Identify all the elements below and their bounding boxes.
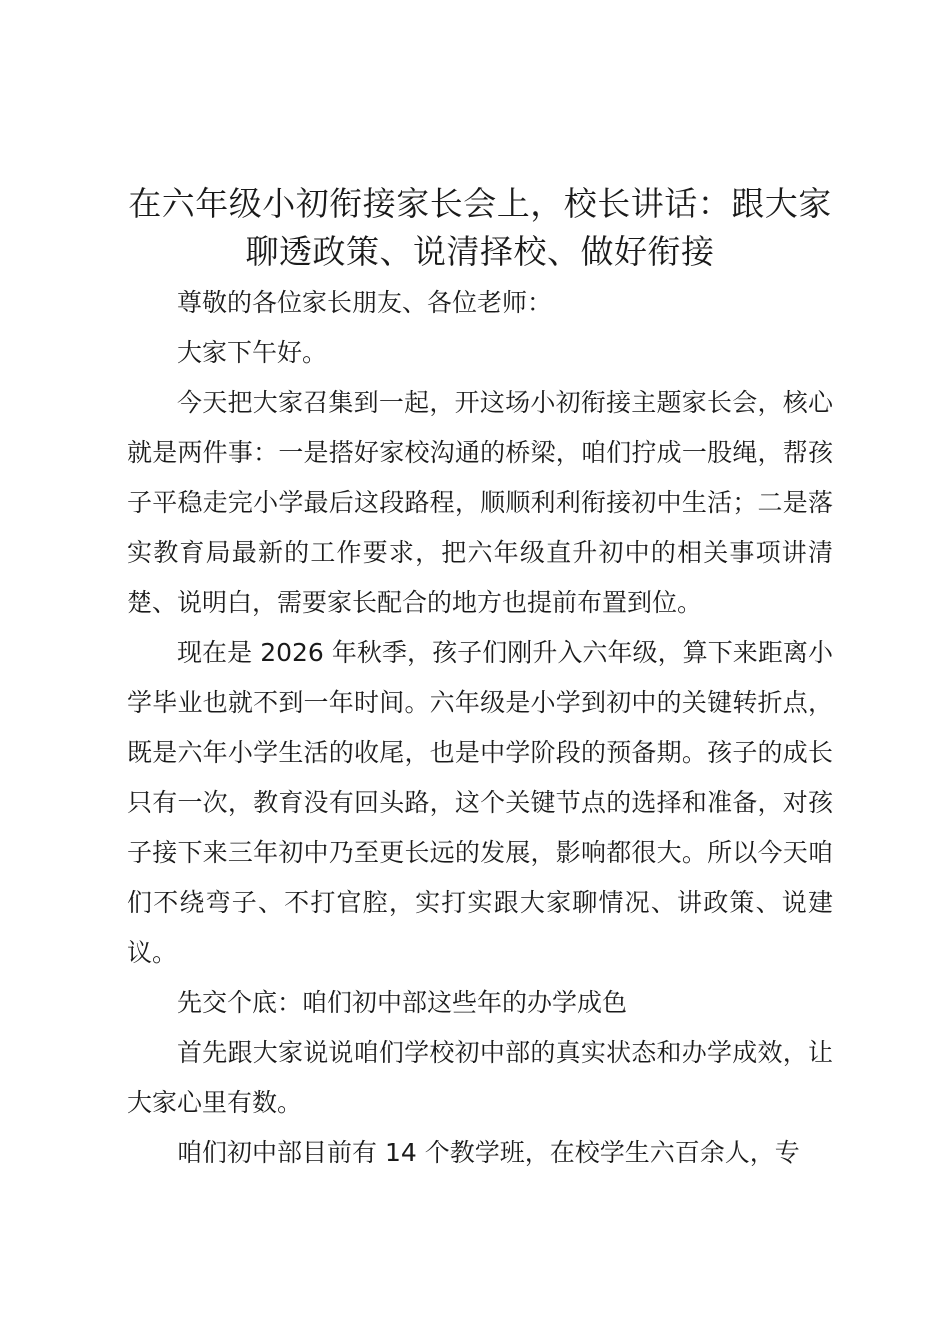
- section-heading: 先交个底：咱们初中部这些年的办学成色: [177, 988, 628, 1017]
- paragraph-greeting: 大家下午好。: [177, 338, 328, 367]
- paragraph-stats: 咱们初中部目前有 14 个教学班，在校学生六百余人，专: [177, 1138, 800, 1167]
- document-title: 在六年级小初衔接家长会上，校长讲话：跟大家聊透政策、说清择校、做好衔接: [128, 184, 832, 271]
- paragraph-purpose: 今天把大家召集到一起，开这场小初衔接主题家长会，核心就是两件事：一是搭好家校沟通的桥梁，咱们拧成一股绳，帮孩子平稳走完小学最后这段路程，顺顺利利衔接初中生活；二是落实教育局最新的工作要求，把六年级直升初中的相关事项讲清楚、说明白，需要家长配合的地方也提前布置到位。: [127, 388, 833, 617]
- paragraph-salutation: 尊敬的各位家长朋友、各位老师：: [177, 288, 553, 317]
- document-body: [127, 180, 833, 1178]
- paragraph-context: 现在是 2026 年秋季，孩子们刚升入六年级，算下来距离小学毕业也就不到一年时间。六年级是小学到初中的关键转折点，既是六年小学生活的收尾，也是中学阶段的预备期。孩子的成长只有一次，教育没有回头路，这个关键节点的选择和准备，对孩子接下来三年初中乃至更长远的发展，影响都很大。所以今天咱们不绕弯子、不打官腔，实打实跟大家聊情况、讲政策、说建议。: [127, 638, 833, 967]
- paragraph-intro: 首先跟大家说说咱们学校初中部的真实状态和办学成效，让大家心里有数。: [127, 1038, 833, 1117]
